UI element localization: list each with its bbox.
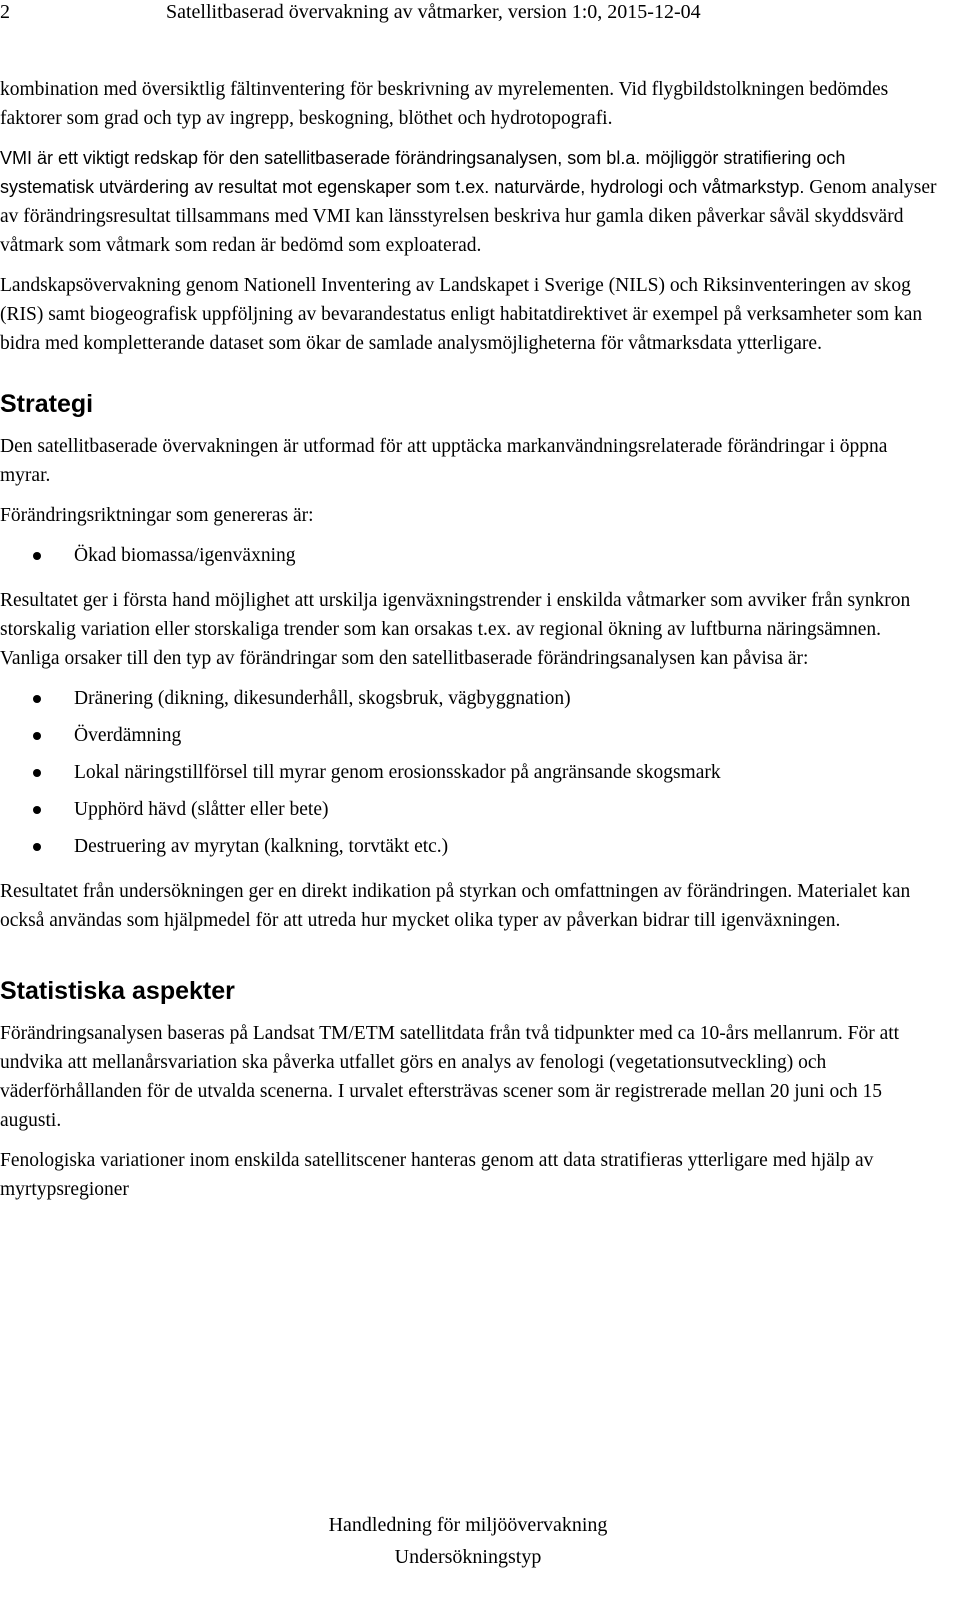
bullet-icon [33, 843, 41, 851]
bullet-icon [33, 732, 41, 740]
heading-statistiska-aspekter: Statistiska aspekter [0, 977, 235, 1005]
list-item [0, 721, 940, 750]
bullet-icon [33, 695, 41, 703]
list-item-text: Upphörd hävd (slåtter eller bete) [74, 799, 329, 820]
bullet-icon [33, 806, 41, 814]
running-title: Satellitbaserad övervakning av våtmarker, version 1:0, 2015-12-04 [166, 1, 701, 23]
list-item-text: Ökad biomassa/igenväxning [74, 545, 296, 566]
bullet-icon [33, 552, 41, 560]
footer-line-2: Undersökningstyp [394, 1546, 542, 1568]
page-number: 2 [0, 1, 10, 23]
list-item [0, 541, 940, 570]
cause-list [0, 684, 940, 861]
list-item [0, 832, 940, 861]
paragraph-vmi [0, 144, 940, 260]
heading-strategi: Strategi [0, 390, 94, 418]
paragraph-resultatet: Resultatet ger i första hand möjlighet att urskilja igenväxningstrender i enskilda våtmarker som avviker från synkron storskalig variation eller storskaliga trender som kan orsakas t.ex. av regional ökning av luftburna näringsämnen. Vanliga orsaker till den typ av förändringar som den satellitbaserade förändringsanalysen kan påvisa är: [0, 590, 911, 669]
list-item-text: Överdämning [74, 725, 182, 746]
bullet-icon [33, 769, 41, 777]
paragraph-forandringsriktningar: Förändringsriktningar som genereras är: [0, 505, 314, 526]
list-item [0, 758, 940, 787]
paragraph-myrelement: kombination med översiktlig fältinventering för beskrivning av myrelementen. Vid flygbildstolkningen bedömdes faktorer som grad och typ av ingrepp, beskogning, blöthet och hydrotopografi. [0, 79, 889, 129]
direction-list [0, 541, 940, 570]
paragraph-fenologiska: Fenologiska variationer inom enskilda satellitscener hanteras genom att data stratifieras ytterligare med hjälp av myrtypsregioner [0, 1150, 874, 1200]
list-item-text: Lokal näringstillförsel till myrar genom erosionsskador på angränsande skogsmark [74, 762, 721, 783]
list-item-text: Dränering (dikning, dikesunderhåll, skogsbruk, vägbyggnation) [74, 688, 571, 709]
list-item [0, 684, 940, 713]
paragraph-landskapsovervakning: Landskapsövervakning genom Nationell Inventering av Landskapet i Sverige (NILS) och Riksinventeringen av skog (RIS) samt biogeografisk uppföljning av bevarandestatus enligt habitatdirektivet är exempel på verksamheter som kan bidra med kompletterande dataset som ökar de samlade analysmöjligheterna för våtmarksdata ytterligare. [0, 275, 923, 354]
paragraph-strategi-intro: Den satellitbaserade övervakningen är utformad för att upptäcka markanvändningsrelaterade förändringar i öppna myrar. [0, 436, 888, 486]
paragraph-landsat: Förändringsanalysen baseras på Landsat TM/ETM satellitdata från två tidpunkter med ca 10-års mellanrum. För att undvika att mellanårsvariation ska påverka utfallet görs en analys av fenologi (vegetationsutveckling) och väderförhållanden för de utvalda scenerna. I urvalet eftersträvas scener som är registrerade mellan 20 juni och 15 augusti. [0, 1023, 900, 1131]
page-header [0, 0, 960, 30]
list-item [0, 795, 940, 824]
paragraph-resultatet-undersokning: Resultatet från undersökningen ger en direkt indikation på styrkan och omfattningen av förändringen. Materialet kan också användas som hjälpmedel för att utreda hur mycket olika typer av påverkan bidrar till igenväxningen. [0, 881, 911, 931]
paragraph-vmi-serif-text: Genom analyser av förändringsresultat tillsammans med VMI kan länsstyrelsen beskriva hur gamla diken påverkar såväl skyddsvärd våtmark som våtmark som redan är bedömd som exploaterad. [0, 177, 937, 256]
page-footer [0, 1509, 936, 1573]
footer-line-1: Handledning för miljöövervakning [328, 1514, 608, 1536]
paragraph-vmi-sans-text: VMI är ett viktigt redskap för den satellitbaserade förändringsanalysen, som bl.a. möjliggör stratifiering och systematisk utvärdering av resultat mot egenskaper som t.ex. naturvärde, hydrologi och våtmarkstyp. [0, 148, 846, 197]
list-item-text: Destruering av myrytan (kalkning, torvtäkt etc.) [74, 836, 449, 857]
document-body [0, 75, 940, 1215]
